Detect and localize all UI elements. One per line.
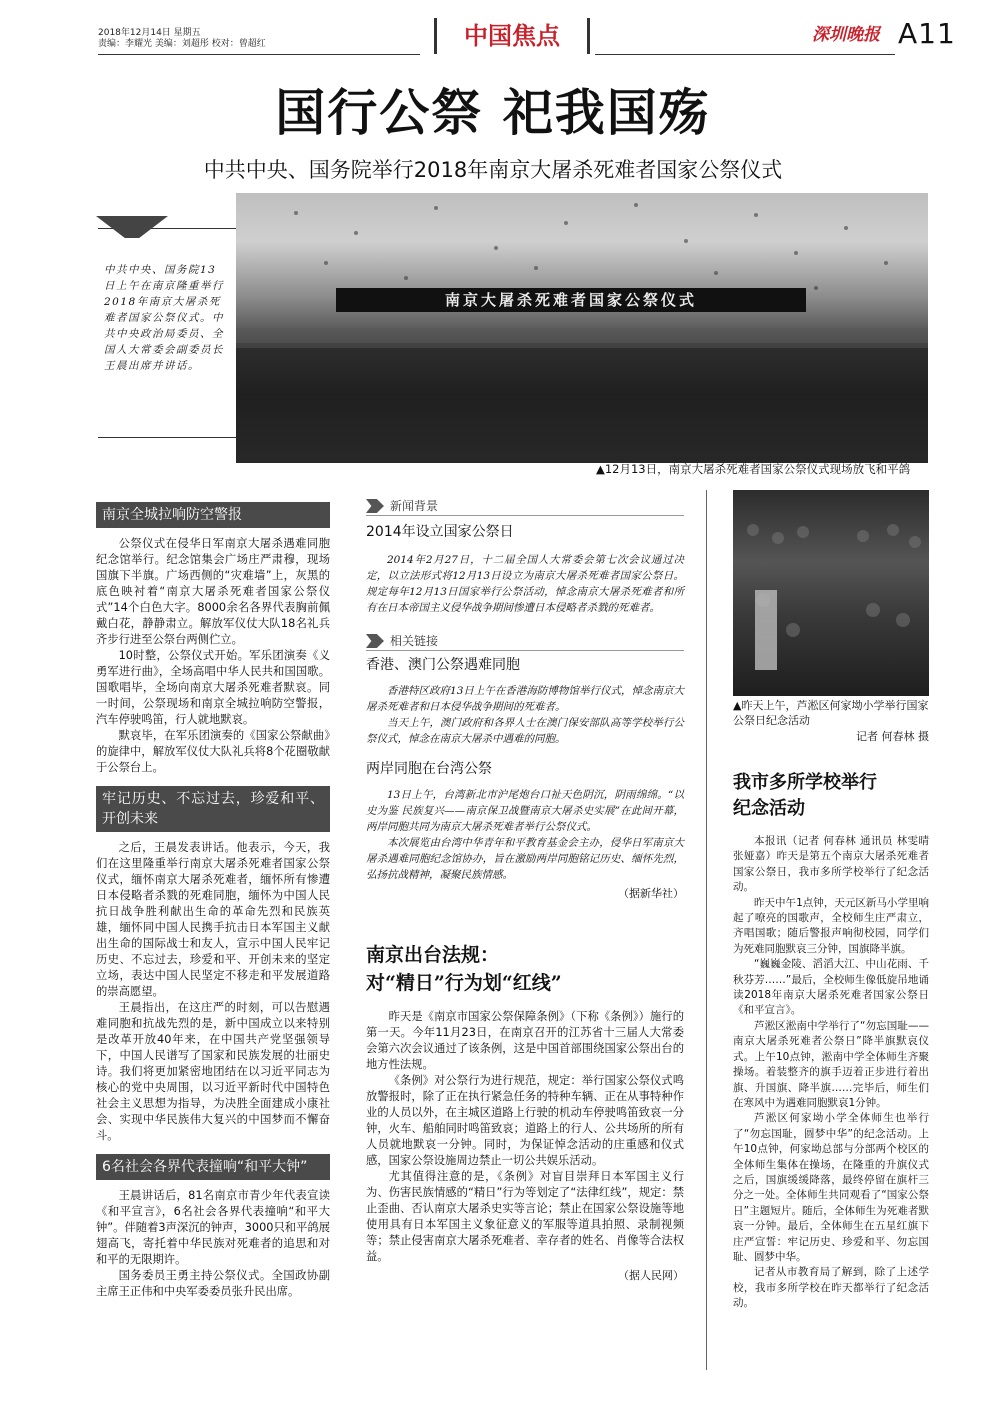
school-photo-scene (733, 490, 929, 696)
taiwan-body (366, 787, 684, 883)
main-photo (236, 193, 928, 463)
article-paragraph: “巍巍金陵、滔滔大江、中山花雨、千秋芬芳……”最后，全校师生像低旋吊地诵读2018年南京大屠杀死难者国家公祭日《和平宣言》。 (733, 958, 929, 1017)
rubric-related-links: 相关链接 (366, 632, 684, 651)
article-paragraph: 芦淞区何家坳小学全体师生也举行了“勿忘国耻，圆梦中华”的纪念活动。上午10点钟，何家坳总部与分部两个校区的全体师生集体在操场，在隆重的升旗仪式之后，国旗缓缓降落，最终停留在旗杆三分之一处。全体师生共同观看了“国家公祭日”主题短片。随后，全体师生为死难者默哀一分钟。最后，全体师生在五星红旗下庄严宣誓：牢记历史、珍爱和平、勿忘国耻、圆梦中华。 (733, 1112, 929, 1263)
law-headline-line1: 南京出台法规： (366, 944, 500, 966)
column-right (733, 770, 929, 1312)
doves-icon (294, 203, 888, 290)
article-paragraph: 芦淞区淞南中学举行了“勿忘国耻——南京大屠杀死难者公祭日”降半旗默哀仪式。上午10点钟，淞南中学全体师生齐聚操场。着装整齐的旗手迈着正步进行着出旗、升国旗、降半旗……完毕后，师生们在寒风中为遇难同胞默哀1分钟。 (733, 1019, 929, 1109)
article-paragraph: 公祭仪式在侵华日军南京大屠杀遇难同胞纪念馆举行。纪念馆集会广场庄严肃穆，现场国旗下半旗。广场西侧的“灾难墙”上，灰黑的底色映衬着“南京大屠杀死难者国家公祭仪式”14个白色大字。8000余名各界代表胸前佩戴白花，静静肃立。解放军仪仗大队18名礼兵齐步行进至公祭台两侧伫立。 (96, 537, 330, 646)
crowd-shape (236, 343, 928, 463)
article-paragraph: 当天上午，澳门政府和各界人士在澳门保安部队高等学校举行公祭仪式，悼念在南京大屠杀中遇难的同胞。 (366, 717, 684, 745)
hk-macao-title: 香港、澳门公祭遇难同胞 (366, 657, 520, 673)
taiwan-title: 两岸同胞在台湾公祭 (366, 761, 492, 777)
section-head-1: 南京全城拉响防空警报 (96, 502, 330, 528)
article-paragraph: 王晨讲话后，81名南京市青少年代表宣读《和平宣言》，6名社会各界代表撞响“和平大钟”。伴随着3声深沉的钟声，3000只和平鸽展翅高飞，寄托着中华民族对死难者的追思和对和平的无限期许。 (96, 1189, 330, 1266)
newspaper-logo: 深圳晚报 (812, 25, 880, 45)
background-title: 2014年设立国家公祭日 (366, 524, 514, 540)
page-number: A11 (898, 17, 956, 50)
issue-date: 2018年12月14日 星期五 (98, 28, 201, 38)
intro-text: 中共中央、国务院13日上午在南京隆重举行2018年南京大屠杀死难者国家公祭仪式。中共中央政治局委员、全国人大常委会副委员长王晨出席并讲话。 (104, 264, 224, 372)
article-paragraph: 王晨指出，在这庄严的时刻，可以告慰遇难同胞和抗战先烈的是，新中国成立以来特别是改革开放40年来，在中国共产党坚强领导下，中国人民谱写了国家和民族发展的壮丽史诗。我们将更加紧密地团结在以习近平同志为核心的党中央周围，以习近平新时代中国特色社会主义思想为指导，为决胜全面建成小康社会、实现中华民族伟大复兴的中国梦而不懈奋斗。 (96, 1001, 330, 1142)
section-head-3: 6名社会各界代表撞响“和平大钟” (96, 1154, 330, 1180)
background-body (366, 552, 684, 616)
article-paragraph: 13日上午，台湾新北市沪尾炮台口祉天色阴沉，阴雨绵绵。“以史为鉴 民族复兴——南京保卫战暨南京大屠杀史实展”在此间开幕，两岸同胞共同为南京大屠杀死难者举行公祭仪式。 (366, 789, 684, 833)
article-paragraph: 2014年2月27日，十二届全国人大常委会第七次会议通过决定，以立法形式将12月13日设立为南京大屠杀死难者国家公祭日。规定每年12月13日国家举行公祭活动，悼念南京大屠杀死难者和所有在日本帝国主义侵华战争期间惨遭日本侵略者杀戮的死难者。 (366, 554, 684, 614)
section-head-2: 牢记历史、不忘过去，珍爱和平、开创未来 (96, 786, 330, 832)
article-paragraph: 香港特区政府13日上午在香港海防博物馆举行仪式，悼念南京大屠杀死难者和日本侵华战争期间的死难者。 (366, 685, 684, 713)
school-body (733, 834, 929, 1312)
article-paragraph: 昨天中午1点钟，天元区新马小学里响起了嘹亮的国歌声，全校师生庄严肃立，齐唱国歌；随后警报声响彻校园，同学们为死难同胞默哀三分钟，国旗降半旗。 (733, 896, 929, 955)
ceremony-banner: 南京大屠杀死难者国家公祭仪式 (336, 288, 806, 312)
main-headline: 国行公祭 祀我国殇 (275, 83, 711, 142)
law-headline-line2: 对“精日”行为划“红线” (366, 972, 562, 994)
main-photo-caption: ▲12月13日，南京大屠杀死难者国家公祭仪式现场放飞和平鸽 (596, 462, 911, 476)
rubric-news-background: 新闻背景 (366, 497, 684, 516)
column-divider (706, 490, 707, 1370)
article-paragraph: 之后，王晨发表讲话。他表示，今天，我们在这里隆重举行南京大屠杀死难者国家公祭仪式，缅怀南京大屠杀死难者，缅怀所有惨遭日本侵略者杀戮的死难同胞，缅怀为中国人民抗日战争胜利献出生命的革命先烈和民族英雄，缅怀同中国人民携手抗击日本军国主义献出生命的国际战士和友人，宣示中国人民牢记历史、不忘过去，珍爱和平、开创未来的坚定立场，表达中国人民坚定不移走和平发展道路的崇高愿望。 (96, 841, 330, 998)
editor-credits: 责编：李耀光 美编：刘超彤 校对：曾超红 (98, 39, 266, 49)
column-middle (366, 497, 684, 1283)
article-paragraph: 尤其值得注意的是，《条例》对盲目崇拜日本军国主义行为、伤害民族情感的“精日”行为等划定了“法律红线”，规定：禁止歪曲、否认南京大屠杀史实等言论；禁止在国家公祭设施等地使用具有日本军国主义象征意义的军服等道具拍照、录制视频等；禁止侵害南京大屠杀死难者、幸存者的姓名、肖像等合法权益。 (366, 1170, 684, 1263)
column-left (96, 502, 330, 1300)
stage-shape (236, 328, 928, 348)
school-photo (733, 490, 929, 696)
source-people: （据人民网） (618, 1269, 684, 1282)
school-headline-line2: 纪念活动 (733, 798, 805, 819)
school-photo-caption-text: ▲昨天上午，芦淞区何家坳小学举行国家公祭日纪念活动 (733, 699, 929, 727)
law-headline (366, 941, 684, 997)
teacher-figure (755, 590, 777, 670)
school-photo-caption (733, 698, 929, 744)
article-paragraph: 昨天是《南京市国家公祭保障条例》（下称《条例》）施行的第一天。今年11月23日，在南京召开的江苏省十三届人大常委会第六次会议通过了该条例，这是中国首部围绕国家公祭出台的地方性法规。 (366, 1010, 684, 1071)
law-body (366, 1009, 684, 1265)
hk-macao-body (366, 683, 684, 747)
header-rule-right (595, 54, 895, 55)
article-paragraph: 国务委员王勇主持公祭仪式。全国政协副主席王正伟和中央军委委员张升民出席。 (96, 1269, 330, 1298)
article-paragraph: 默哀毕，在军乐团演奏的《国家公祭献曲》的旋律中，解放军仪仗大队礼兵将8个花圈敬献于公祭台上。 (96, 729, 330, 774)
main-subheadline: 中共中央、国务院举行2018年南京大屠杀死难者国家公祭仪式 (203, 158, 783, 182)
photo-credit: 记者 何春林 摄 (856, 730, 929, 743)
section-title: 中国焦点 (434, 18, 590, 54)
header-rule-left (98, 54, 420, 55)
issue-meta (98, 28, 266, 50)
source-xinhua: （据新华社） (618, 887, 684, 900)
photo-scene (236, 193, 928, 463)
article-paragraph: 10时整，公祭仪式开始。军乐团演奏《义勇军进行曲》，全场高唱中华人民共和国国歌。国歌唱毕，全场向南京大屠杀死难者默哀。同一时间，公祭现场和南京全城拉响防空警报，汽车停驶鸣笛，行人就地默哀。 (96, 649, 330, 726)
article-paragraph: 本报讯（记者 何春林 通讯员 林雯晴 张娅嘉）昨天是第五个南京大屠杀死难者国家公祭日，我市多所学校举行了纪念活动。 (733, 835, 929, 894)
school-headline-line1: 我市多所学校举行 (733, 772, 877, 793)
article-paragraph: 记者从市教育局了解到，除了上述学校，我市多所学校在昨天都举行了纪念活动。 (733, 1266, 929, 1310)
article-paragraph: 《条例》对公祭行为进行规范，规定：举行国家公祭仪式鸣放警报时，除了正在执行紧急任务的特种车辆、正在从事特种作业的人员以外，在主城区道路上行驶的机动车停驶鸣笛致哀一分钟，火车、船舶同时鸣笛致哀；道路上的行人、公共场所的所有人员就地默哀一分钟。同时，为保证悼念活动的庄重感和仪式感，国家公祭设施周边禁止一切公共娱乐活动。 (366, 1074, 684, 1167)
article-paragraph: 本次展览由台湾中华青年和平教育基金会主办，侵华日军南京大屠杀遇难同胞纪念馆协办，旨在激励两岸同胞铭记历史、缅怀先烈，弘扬抗战精神，凝聚民族情感。 (366, 837, 684, 881)
